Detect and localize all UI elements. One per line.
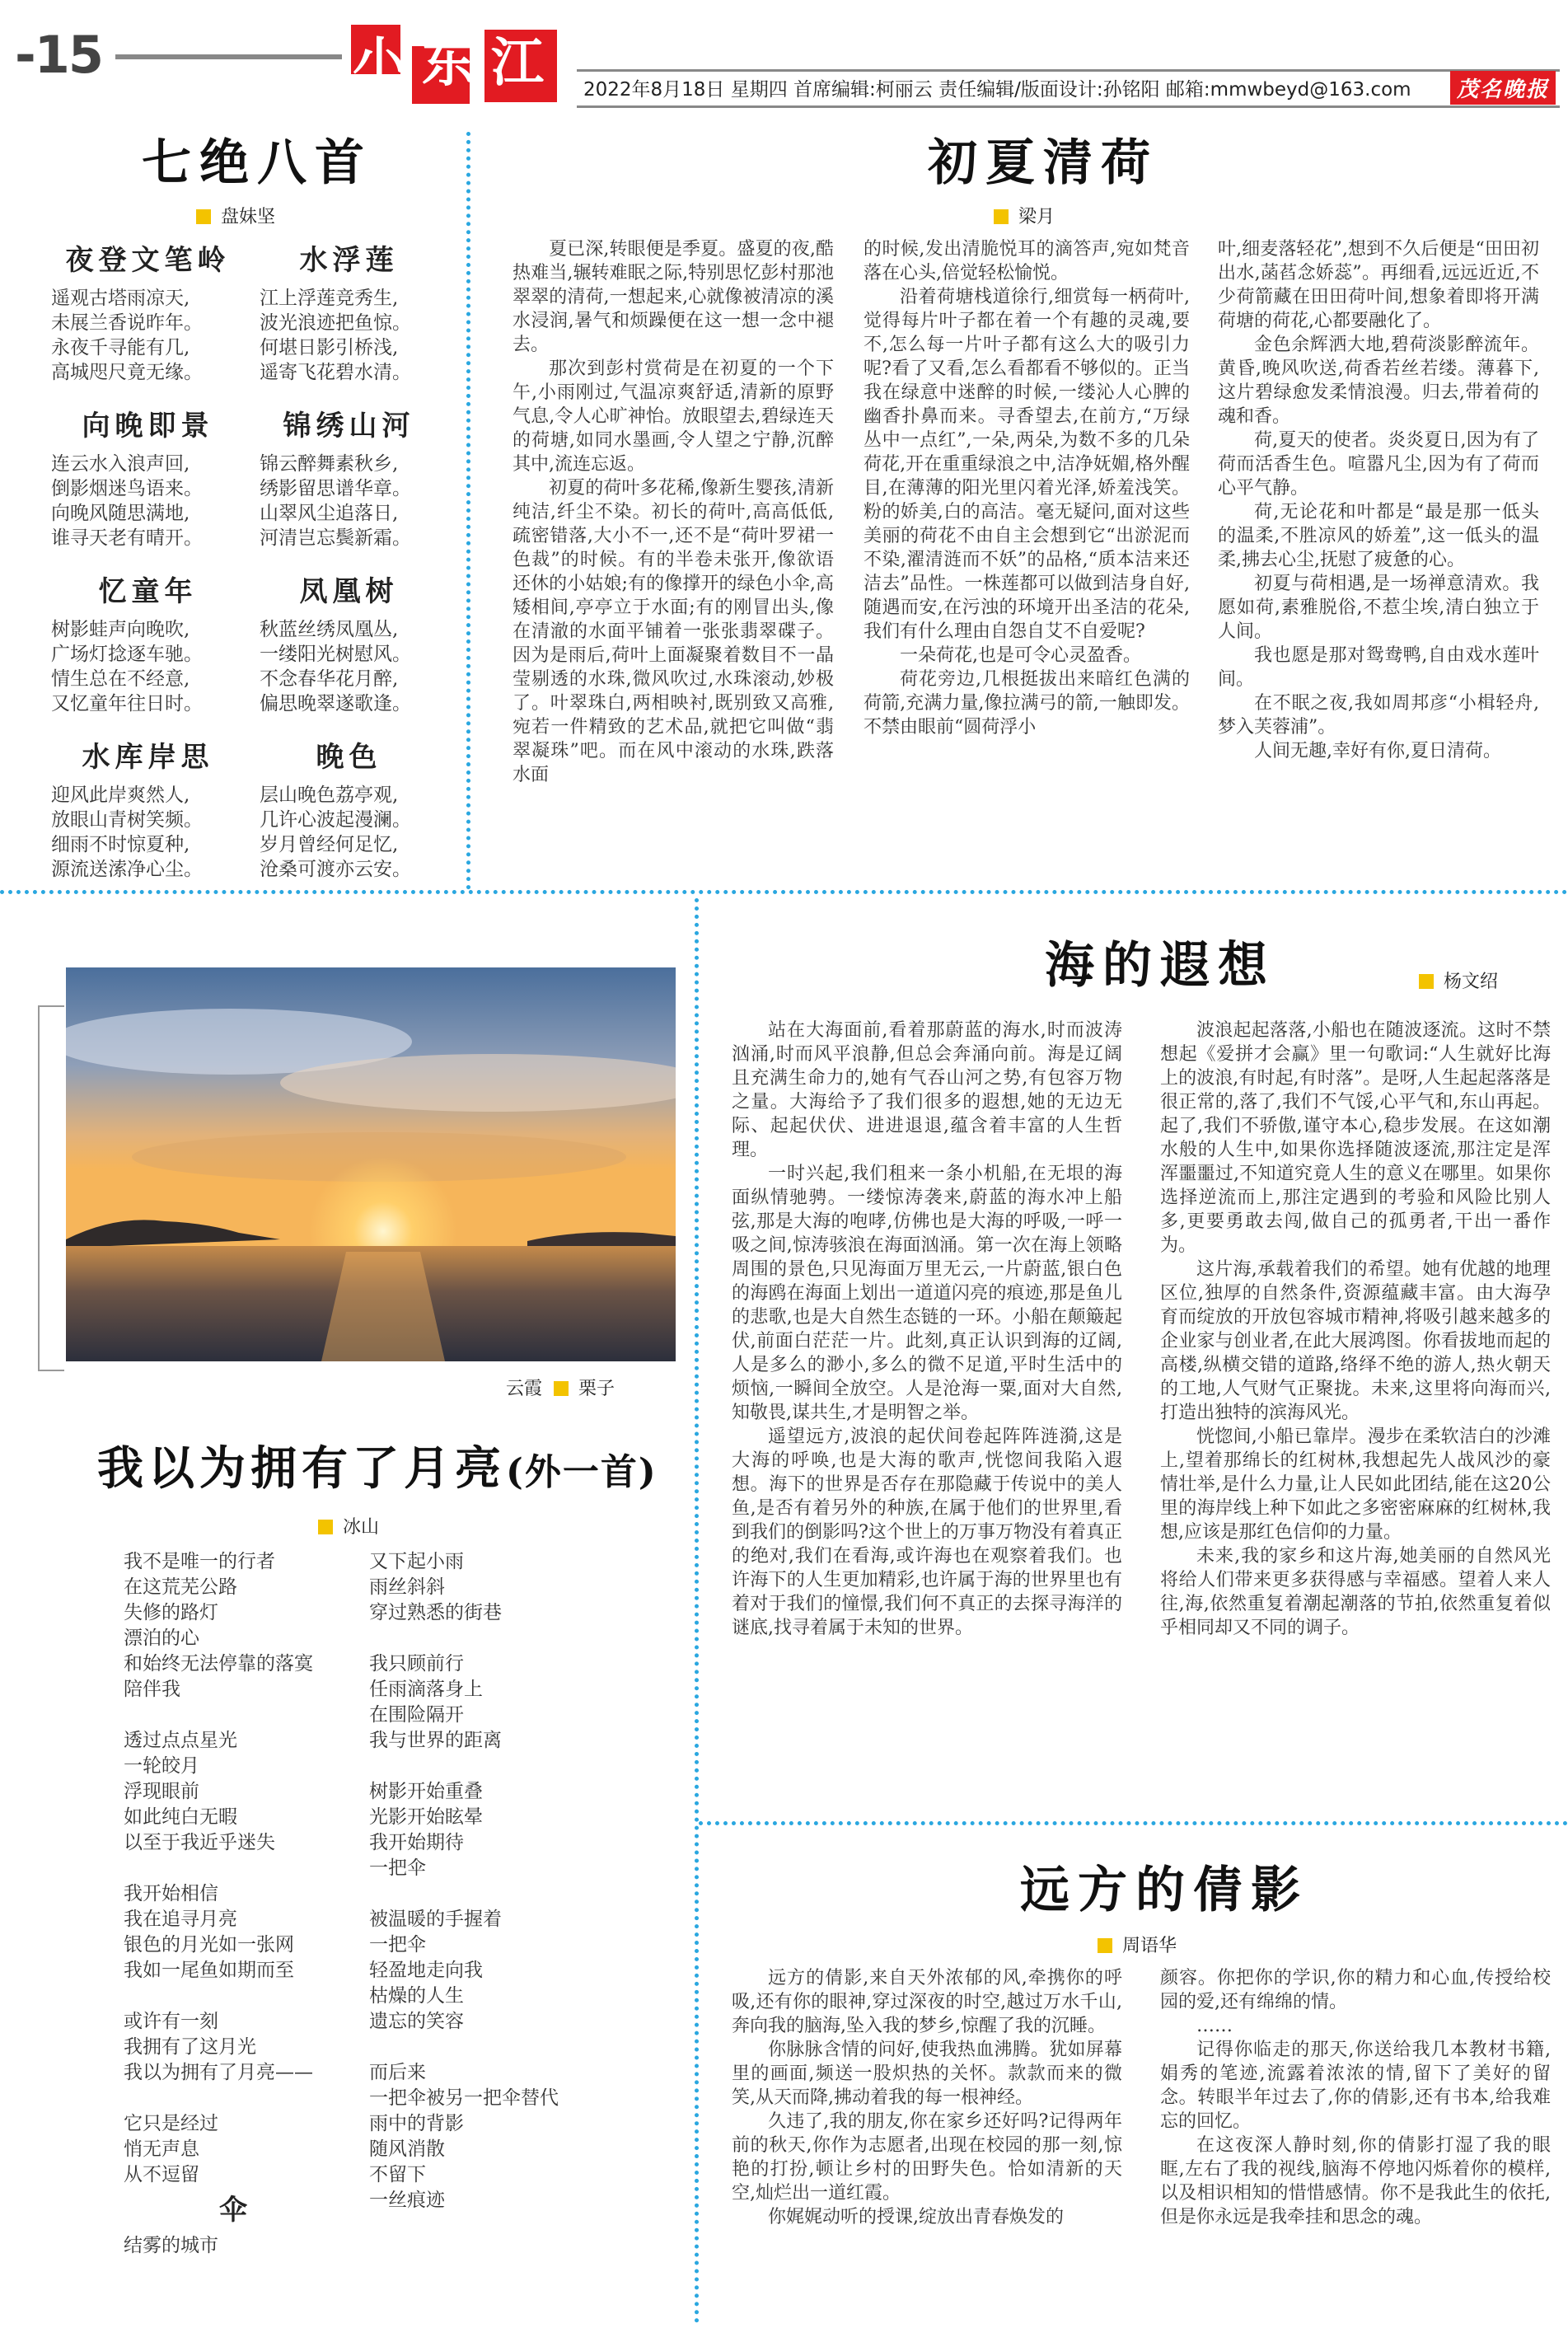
page-number: -15 bbox=[15, 25, 103, 85]
poem-6: 水库岸思 迎风此岸爽然人, 放眼山青树笑频。 细雨不时惊夏种, 源流送溹净心尘。 bbox=[51, 741, 214, 880]
photo-frame-line bbox=[38, 1005, 64, 1371]
moon-verse-col-1-tail: 结雾的城市 bbox=[124, 2235, 218, 2256]
qijue-author: 盘妹坚 bbox=[196, 203, 275, 228]
chuxia-author: 梁月 bbox=[994, 203, 1055, 228]
divider-horizontal-right bbox=[699, 1821, 1568, 1825]
section-name-box bbox=[344, 21, 560, 104]
divider-vertical-top bbox=[466, 132, 470, 890]
yuanfang-author: 周语华 bbox=[1098, 1932, 1177, 1957]
sea-col-2: 波浪起起落落,小船也在随波逐流。这时不禁想起《爱拼才会赢》里一句歌词:“人生就好比海上的波浪,有时起,有时落”。是呀,人生起起落落是很正常的,落了,我们不气馁,心平气和,东山再起。起了,我们不骄傲,谨守本心,稳步发展。在这如潮水般的人生中,如果你选择随波逐流,那注定是浑浑噩噩过,不知道究竟人生的意义在哪里。如果你选择逆流而上,那注定遇到的考验和风险比别人多,更要勇敢去闯,做自己的孤勇者,干出一番作为。 这片海,承载着我们的希望。她有优越的地理区位,独厚的自然条件,资源蕴藏丰富。由大海孕育而绽放的开放包容城市精神,将吸引越来越多的企业家与创业者,在此大展鸿图。你看拔地而起的高楼,纵横交错的道路,络绎不绝的游人,热火朝天的工地,人气财气正聚拢。未来,这里将向海而兴,打造出独特的滨海风光。 恍惚间,小船已靠岸。漫步在柔软洁白的沙滩上,望着那绵长的红树林,我想起先人战风沙的豪情壮举,是什么力量,让人民如此团结,能在这20公里的海岸线上种下如此之多密密麻麻的红树林,我想,应该是那红色信仰的力量。 未来,我的家乡和这片海,她美丽的自然风光将给人们带来更多获得感与幸福感。望着人来人往,海,依然重复着潮起潮落的节拍,依然重复着似乎相同却又不同的调子。 bbox=[1160, 1020, 1551, 1638]
moon-title: 我以为拥有了月亮(外一首) bbox=[97, 1441, 658, 1496]
moon-verse-col-1: 我不是唯一的行者 在这荒芜公路 失修的路灯 漂泊的心 和始终无法停靠的落寞 陪伴我 透过点点星光 一轮皎月 浮现眼前 如此纯白无暇 以至于我近乎迷失 我开始相信 我在追寻月亮 银色的月光如一张网 我如一尾鱼如期而至 或许有一刻 我拥有了这月光 我以为拥有了月亮—— 它只是经过 悄无声息 从不逗留 bbox=[124, 1551, 313, 2185]
poem-7: 晚色 层山晚色荔亭观, 几许心波起漫澜。 岁月曾经何足忆, 沧桑可渡亦云安。 bbox=[260, 741, 411, 880]
qijue-title: 七绝八首 bbox=[142, 134, 372, 192]
poem-3: 锦绣山河 锦云醉舞素秋乡, 绣影留思谱华章。 山翠风尘追落日, 河清岂忘鬓新霜。 bbox=[260, 410, 415, 549]
header-info: 2022年8月18日 星期四 首席编辑:柯丽云 责任编辑/版面设计:孙铭阳 邮箱:mmwbeyd@163.com bbox=[583, 79, 1411, 101]
header-rule-left bbox=[115, 54, 342, 59]
qijue-poems bbox=[51, 237, 438, 882]
header-rule-right bbox=[577, 69, 1560, 72]
chuxia-title: 初夏清荷 bbox=[928, 134, 1158, 192]
chuxia-col-1: 夏已深,转眼便是季夏。盛夏的夜,酷热难当,辗转难眠之际,特别思忆彭村那池翠翠的清荷,一想起来,心就像被清凉的溪水浸润,暑气和烦躁便在这一想一念中褪去。 那次到彭村赏荷是在初夏的一个下午,小雨刚过,气温凉爽舒适,清新的原野气息,令人心旷神怡。放眼望去,碧绿连天的荷塘,如同水墨画,令人望之宁静,沉醉其中,流连忘返。 初夏的荷叶多花稀,像新生婴孩,清新纯洁,纤尘不染。初长的荷叶,高高低低,疏密错落,大小不一,还不是“荷叶罗裙一色裁”的时候。有的半卷未张开,像欲语还休的小姑娘;有的像撑开的绿色小伞,高矮相间,亭亭立于水面;有的刚冒出头,像在清澈的水面平铺着一张张翡翠碟子。因为是雨后,荷叶上面凝聚着数目不一晶莹剔透的水珠,微风吹过,水珠滚动,妙极了。叶翠珠白,两相映衬,既别致又高雅,宛若一件精致的艺术品,就把它叫做“翡翠凝珠”吧。而在风中滚动的水珠,跌落水面 bbox=[513, 239, 834, 785]
section-name: 小东江 bbox=[353, 32, 560, 94]
moon-author: 冰山 bbox=[318, 1513, 379, 1539]
sea-col-1: 站在大海面前,看着那蔚蓝的海水,时而波涛汹涌,时而风平浪静,但总会奔涌向前。海是辽阔且充满生命力的,她有气吞山河之势,有包容万物之量。大海给予了我们很多的遐想,她的无边无际、起起伏伏、进进退退,蕴含着丰富的人生哲理。 一时兴起,我们租来一条小机船,在无垠的海面纵情驰骋。一缕惊涛袭来,蔚蓝的海水冲上船弦,那是大海的咆哮,仿佛也是大海的呼吸,一呼一吸之间,惊涛骇浪在海面汹涌。第一次在海上领略周围的景色,只见海面万里无云,一片蔚蓝,银白色的海鸥在海面上划出一道道闪亮的痕迹,那是鱼儿的悲歌,也是大自然生态链的一环。小船在颠簸起伏,前面白茫茫一片。此刻,真正认识到海的辽阔,人是多么的渺小,多么的微不足道,平时生活中的烦恼,一瞬间全放空。人是沧海一粟,面对大自然,知敬畏,谋共生,才是明智之举。 遥望远方,波浪的起伏间卷起阵阵涟漪,这是大海的呼唤,也是大海的歌声,恍惚间我陷入遐想。海下的世界是否存在那隐藏于传说中的美人鱼,是否有着另外的种族,在属于他们的世界里,看到我们的倒影吗?这个世上的万事万物没有着真正的绝对,我们在看海,或许海也在观察着我们。也许海下的人生更加精彩,也许属于海的世界里也有着对于我们的憧憬,我们何不真正的去探寻海洋的谜底,找寻着属于未知的世界。 bbox=[732, 1020, 1122, 1638]
divider-horizontal-mid bbox=[0, 890, 1568, 894]
poem-0: 夜登文笔岭 遥观古塔雨凉天, 未展兰香说昨年。 永夜千寻能有几, 高城咫尺竟无缘。 bbox=[51, 244, 231, 383]
poem-2: 向晚即景 连云水入浪声回, 倒影烟迷鸟语来。 向晚风随思满地, 谁寻天老有晴开。 bbox=[51, 410, 214, 549]
poem-4: 忆童年 树影蛙声向晚吹, 广场灯捻逐车驰。 情生总在不经意, 又忆童年往日时。 bbox=[51, 575, 203, 714]
yuanfang-col-1: 远方的倩影,来自天外浓郁的风,牵携你的呼吸,还有你的眼神,穿过深夜的时空,越过万水千山,奔向我的脑海,坠入我的梦乡,惊醒了我的沉睡。 你脉脉含情的问好,使我热血沸腾。犹如屏幕里的画面,频送一股炽热的关怀。款款而来的微笑,从天而降,拂动着我的每一根神经。 久违了,我的朋友,你在家乡还好吗?记得两年前的秋天,你作为志愿者,出现在校园的那一刻,惊艳的打扮,顿让乡村的田野失色。恰如清新的天空,灿烂出一道红霞。 你娓娓动听的授课,绽放出青春焕发的 bbox=[732, 1968, 1122, 2227]
sunset-photo bbox=[66, 967, 676, 1361]
umbrella-title: 伞 bbox=[219, 2194, 247, 2227]
chuxia-col-3: 叶,细麦落轻花”,想到不久后便是“田田初出水,菡萏念娇蕊”。再细看,远远近近,不少荷箭藏在田田荷叶间,想象着即将开满荷塘的荷花,心都要融化了。 金色余辉洒大地,碧荷淡影醉流年。黄昏,晚风吹送,荷香若丝若缕。薄暮下,这片碧绿愈发柔情浪漫。归去,带着荷的魂和香。 荷,夏天的使者。炎炎夏日,因为有了荷而活香生色。喧嚣凡尘,因为有了荷而心平气静。 荷,无论花和叶都是“最是那一低头的温柔,不胜凉风的娇羞”,这一低头的温柔,拂去心尘,抚慰了疲惫的心。 初夏与荷相遇,是一场禅意清欢。我愿如荷,素雅脱俗,不惹尘埃,清白独立于人间。 我也愿是那对鸳鸯鸭,自由戏水莲叶间。 在不眠之夜,我如周邦彦“小楫轻舟,梦入芙蓉浦”。 人间无趣,幸好有你,夏日清荷。 bbox=[1218, 239, 1539, 761]
chuxia-col-2: 的时候,发出清脆悦耳的滴答声,宛如梵音落在心头,倍觉轻松愉悦。 沿着荷塘栈道徐行,细赏每一柄荷叶,觉得每片叶子都在着一个有趣的灵魂,要不,怎么每一片叶子都有这么大的吸引力呢?看了又看,怎么看都看不够似的。正当我在绿意中迷醉的时候,一缕沁人心脾的幽香扑鼻而来。寻香望去,在前方,“万绿丛中一点红”,一朵,两朵,为数不多的几朵荷花,开在重重绿浪之中,洁净妩媚,格外醒目,在薄薄的阳光里闪着光泽,娇羞浅笑。粉的娇美,白的高洁。毫无疑问,面对这些美丽的荷花不由自主会想到它“出淤泥而不染,濯清涟而不妖”的品格,“质本洁来还洁去”品性。一株莲都可以做到洁身自好,随遇而安,在污浊的环境开出圣洁的花朵,我们有什么理由自怨自艾不自爱呢? 一朵荷花,也是可令心灵盈香。 荷花旁边,几根挺拔出来暗红色满的荷箭,充满力量,像拉满弓的箭,一触即发。不禁由眼前“圆荷浮小 bbox=[864, 239, 1190, 738]
header-rule-bottom bbox=[577, 105, 1560, 108]
poem-5: 凤凰树 秋蓝丝绣凤凰丛, 一缕阳光树慰风。 不念春华花月醉, 偏思晚翠遂歌逢。 bbox=[260, 575, 411, 714]
newspaper-logo: 茂名晚报 bbox=[1450, 71, 1556, 105]
photo-caption: 云霞 栗子 bbox=[506, 1379, 615, 1399]
poem-1: 水浮莲 江上浮莲竞秀生, 波光浪迹把鱼惊。 何堪日影引桥浅, 遥寄飞花碧水清。 bbox=[260, 244, 411, 383]
sea-title: 海的遐想 bbox=[1045, 937, 1275, 995]
yuanfang-title: 远方的倩影 bbox=[1020, 1862, 1308, 1919]
moon-verse-col-2: 又下起小雨 雨丝斜斜 穿过熟悉的街巷 我只顾前行 任雨滴落身上 在围险隔开 我与世界的距离 树影开始重叠 光影开始眩晕 我开始期待 一把伞 被温暖的手握着 一把伞 轻盈地走向我 枯燥的人生 遗忘的笑容 而后来 一把伞被另一把伞替代 雨中的背影 随风消散 不留下 一丝痕迹 bbox=[369, 1551, 559, 2211]
yuanfang-col-2: 颜容。你把你的学识,你的精力和心血,传授给校园的爱,还有绵绵的情。 …… 记得你临走的那天,你送给我几本教材书籍,娟秀的笔迹,流露着浓浓的情,留下了美好的留念。转眼半年过去了,你的倩影,还有书本,给我难忘的回忆。 在这夜深人静时刻,你的倩影打湿了我的眼眶,左右了我的视线,脑海不停地闪烁着你的模样,以及相识相知的惜惜感情。你不是我此生的依托,但是你永远是我牵挂和思念的魂。 bbox=[1160, 1968, 1551, 2227]
sea-author: 杨文绍 bbox=[1419, 967, 1498, 993]
divider-vertical-bottom bbox=[695, 898, 699, 2324]
